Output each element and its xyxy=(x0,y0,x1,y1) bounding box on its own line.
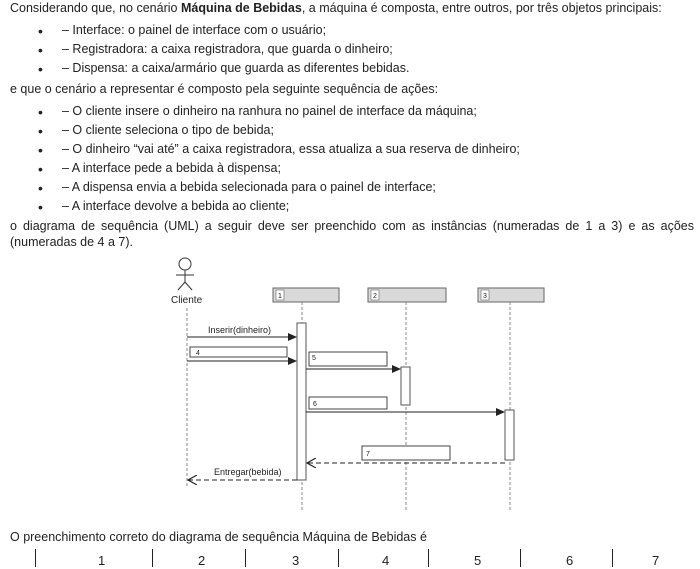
actor-label: Cliente xyxy=(171,295,203,306)
list-item: – Interface: o painel de interface com o usuário; xyxy=(62,23,327,37)
blank-box-6 xyxy=(309,397,387,409)
bullet-icon: • xyxy=(38,123,43,139)
message-label-return: Entregar(bebida) xyxy=(214,467,282,477)
list-item: – Registradora: a caixa registradora, que guarda o dinheiro; xyxy=(62,42,393,56)
bullet-icon: • xyxy=(38,199,43,215)
actor-icon xyxy=(176,258,194,290)
question-text: O preenchimento correto do diagrama de sequência Máquina de Bebidas é xyxy=(10,530,427,544)
header-cell: 4 xyxy=(382,553,390,568)
bullet-icon: • xyxy=(38,23,43,39)
instance-box-2 xyxy=(368,288,446,302)
column-divider xyxy=(428,549,429,567)
list-item: – Dispensa: a caixa/armário que guarda as diferentes bebidas. xyxy=(62,61,410,75)
blank-number: 4 xyxy=(196,350,200,357)
column-divider xyxy=(35,549,36,567)
blank-box-4 xyxy=(190,347,287,357)
scenario-intro: e que o cenário a representar é composto pela seguinte sequência de ações: xyxy=(10,82,439,96)
blank-box-5 xyxy=(309,352,387,366)
header-cell: 2 xyxy=(198,553,206,568)
list-item: – O cliente insere o dinheiro na ranhura no painel de interface da máquina; xyxy=(62,104,477,118)
message-label-insert: Inserir(dinheiro) xyxy=(208,325,272,335)
bullet-icon: • xyxy=(38,42,43,58)
column-divider xyxy=(520,549,521,567)
blank-number: 5 xyxy=(312,355,316,362)
intro-bold: Máquina de Bebidas xyxy=(180,1,302,15)
instruction-line-1: o diagrama de sequência (UML) a seguir deve ser preenchido com as instâncias (numeradas de 1 a 3) e as ações xyxy=(10,219,694,233)
instance-label: 3 xyxy=(483,293,487,300)
blank-number: 7 xyxy=(366,451,370,458)
blank-box-7 xyxy=(362,446,450,460)
header-cell: 3 xyxy=(292,553,300,568)
activation-bar xyxy=(297,323,306,480)
intro-suffix: , a máquina é composta, entre outros, por três objetos principais: xyxy=(301,1,662,15)
activation-bar xyxy=(401,367,410,405)
header-cell: 6 xyxy=(566,553,574,568)
instance-label: 1 xyxy=(278,293,282,300)
blank-number: 6 xyxy=(313,401,317,408)
bullet-icon: • xyxy=(38,142,43,158)
bullet-icon: • xyxy=(38,180,43,196)
activation-bar xyxy=(505,410,514,460)
intro-prefix: Considerando que, no cenário xyxy=(10,1,181,15)
list-item: – O dinheiro “vai até” a caixa registradora, essa atualiza a sua reserva de dinheiro; xyxy=(62,142,520,156)
bullet-icon: • xyxy=(38,161,43,177)
header-cell: 1 xyxy=(98,553,106,568)
instruction-line-2: (numeradas de 4 a 7). xyxy=(10,235,133,249)
bullet-icon: • xyxy=(38,61,43,77)
list-item: – A interface pede a bebida à dispensa; xyxy=(62,161,281,175)
column-divider xyxy=(245,549,246,567)
bullet-icon: • xyxy=(38,104,43,120)
list-item: – A dispensa envia a bebida selecionada para o painel de interface; xyxy=(62,180,436,194)
column-divider xyxy=(338,549,339,567)
instance-label: 2 xyxy=(373,293,377,300)
list-item: – A interface devolve a bebida ao cliente; xyxy=(62,199,290,213)
header-cell: 7 xyxy=(652,553,660,568)
header-cell: 5 xyxy=(474,553,482,568)
column-divider xyxy=(152,549,153,567)
column-divider xyxy=(612,549,613,567)
list-item: – O cliente seleciona o tipo de bebida; xyxy=(62,123,274,137)
